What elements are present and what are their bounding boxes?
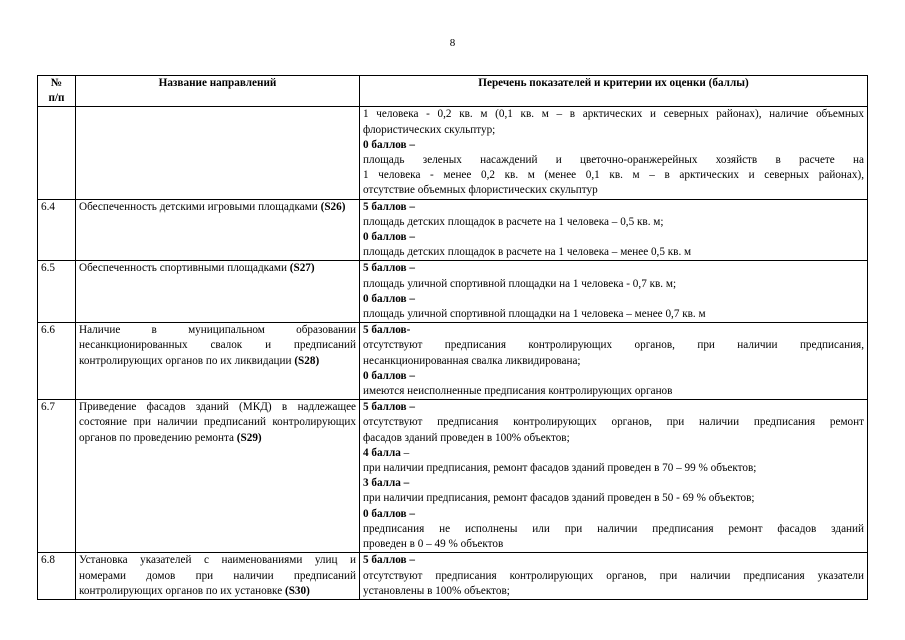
- criteria-line: 1 человека - 0,2 кв. м (0,1 кв. м – в арктических и северных районах), наличие объемных: [363, 108, 864, 121]
- row-number: [38, 107, 76, 199]
- criteria-line: фасадов зданий проведен в 100% объектов;: [363, 431, 570, 444]
- criteria-score: 5 баллов –: [363, 200, 415, 213]
- table-header-row: [38, 76, 868, 107]
- criteria-line: при наличии предписания, ремонт фасадов зданий проведен в 70 – 99 % объектов;: [363, 462, 757, 475]
- page-number: 8: [449, 37, 456, 49]
- name-line: Наличие в муниципальном образовании: [79, 324, 356, 337]
- indicator-code: (S26): [320, 200, 346, 213]
- header-name: Название направлений: [76, 76, 360, 107]
- row-number: 6.5: [38, 261, 76, 323]
- row-criteria: [360, 107, 868, 199]
- row-number: 6.4: [38, 199, 76, 261]
- name-line: Установка указателей с наименованиями улиц и: [79, 554, 356, 567]
- row-criteria: [360, 400, 868, 553]
- header-criteria: Перечень показателей и критерии их оценки (баллы): [360, 76, 868, 107]
- criteria-dash: –: [400, 446, 410, 459]
- row-number: 6.6: [38, 323, 76, 400]
- criteria-line: площадь зеленых насаждений и цветочно-оранжерейных хозяйств в расчете на: [363, 154, 864, 167]
- table-row: [38, 107, 868, 199]
- name-line: Обеспеченность спортивными площадками: [79, 262, 287, 275]
- criteria-line: площадь уличной спортивной площадки на 1 человека – менее 0,7 кв. м: [363, 308, 706, 321]
- criteria-line: отсутствуют предписания контролирующих органов, при наличии предписания указатели: [363, 569, 864, 582]
- table-row: [38, 400, 868, 553]
- criteria-score: 3 балла –: [363, 477, 410, 490]
- criteria-score: 4 балла: [363, 446, 401, 459]
- name-line: проведению ремонта: [133, 431, 237, 444]
- criteria-line: предписания не исполнены или при наличии предписания ремонт фасадов зданий: [363, 522, 864, 535]
- row-name: [76, 107, 360, 199]
- name-line: контролирующих органов по их установке: [79, 584, 285, 597]
- name-line: надлежащее состояние при наличии: [79, 401, 356, 429]
- row-number: 6.8: [38, 553, 76, 600]
- row-name: [76, 400, 360, 553]
- criteria-score: 0 баллов –: [363, 231, 415, 244]
- criteria-score: 0 баллов –: [363, 138, 415, 151]
- indicator-code: (S28): [294, 354, 320, 367]
- criteria-line: флористических скульптур;: [363, 123, 496, 136]
- row-name: [76, 553, 360, 600]
- name-line: Приведение фасадов зданий (МКД) в: [79, 401, 288, 414]
- row-name: [76, 261, 360, 323]
- criteria-line: несанкционированная свалка ликвидирована;: [363, 354, 581, 367]
- criteria-line: проведен в 0 – 49 % объектов: [363, 538, 504, 551]
- criteria-score: 0 баллов –: [363, 369, 415, 382]
- criteria-line: отсутствуют предписания контролирующих органов, при наличии предписания,: [363, 339, 864, 352]
- table-row: [38, 261, 868, 323]
- criteria-line: отсутствуют предписания контролирующих органов, при наличии предписания ремонт: [363, 416, 864, 429]
- criteria-line: установлены в 100% объектов;: [363, 584, 510, 597]
- header-number-line2: п/п: [48, 92, 65, 105]
- name-line: предписаний контролирующих органов по: [79, 416, 356, 444]
- criteria-score: 5 баллов –: [363, 262, 415, 275]
- indicator-code: (S30): [284, 584, 310, 597]
- criteria-score: 0 баллов –: [363, 507, 415, 520]
- indicator-code: (S27): [289, 262, 315, 275]
- row-name: [76, 323, 360, 400]
- criteria-line: площадь уличной спортивной площадки на 1 человека - 0,7 кв. м;: [363, 277, 677, 290]
- table-row: [38, 323, 868, 400]
- criteria-line: имеются неисполненные предписания контролирующих органов: [363, 385, 673, 398]
- criteria-score: 5 баллов –: [363, 554, 415, 567]
- name-line: контролирующих органов по их ликвидации: [79, 354, 292, 367]
- indicator-code: (S29): [236, 431, 262, 444]
- name-line: номерами домов при наличии предписаний: [79, 569, 356, 582]
- criteria-score: 0 баллов –: [363, 292, 415, 305]
- criteria-score: 5 баллов-: [363, 324, 411, 337]
- criteria-line: площадь детских площадок в расчете на 1 человека – 0,5 кв. м;: [363, 215, 664, 228]
- row-name: [76, 199, 360, 261]
- header-number: [38, 76, 76, 107]
- row-criteria: [360, 553, 868, 600]
- name-line: Обеспеченность детскими игровыми: [79, 200, 256, 213]
- criteria-line: отсутствие объемных флористических скульптур: [363, 184, 598, 197]
- name-line: несанкционированных свалок и предписаний: [79, 339, 356, 352]
- header-number-line1: №: [50, 77, 63, 89]
- name-line: площадками: [258, 200, 321, 213]
- criteria-line: площадь детских площадок в расчете на 1 человека – менее 0,5 кв. м: [363, 246, 692, 259]
- row-criteria: [360, 323, 868, 400]
- criteria-score: 5 баллов –: [363, 401, 415, 414]
- row-criteria: [360, 199, 868, 261]
- table-row: [38, 199, 868, 261]
- criteria-line: 1 человека - менее 0,2 кв. м (менее 0,1 кв. м – в арктических и северных районах),: [363, 169, 864, 182]
- row-criteria: [360, 261, 868, 323]
- row-number: 6.7: [38, 400, 76, 553]
- table-row: [38, 553, 868, 600]
- criteria-table: [37, 75, 868, 600]
- criteria-line: при наличии предписания, ремонт фасадов зданий проведен в 50 - 69 % объектов;: [363, 492, 755, 505]
